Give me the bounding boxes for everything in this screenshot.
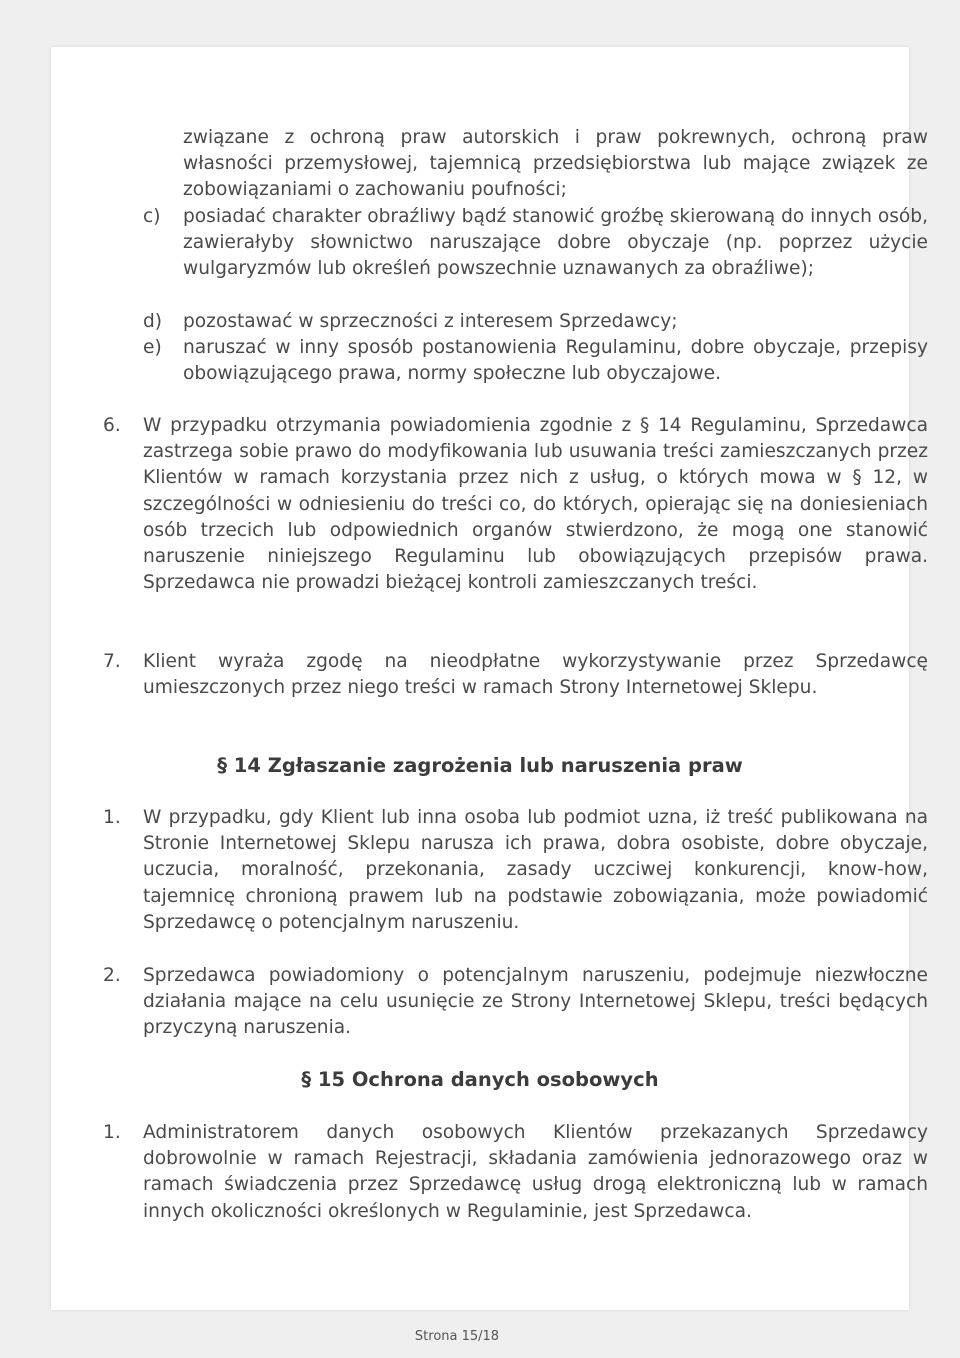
document-page bbox=[51, 47, 928, 1310]
list-item-text: Administratorem danych osobowych Klientów przekazanych Sprzedawcy dobrowolnie w ramach Rejestracji, składania zamówienia jednorazowego oraz w ramach świadczenia przez Sprzedawcę usług drogą elektroniczną lub w ramach innych okoliczności określonych w Regulaminie, jest Sprzedawca. bbox=[143, 1122, 928, 1222]
list-marker: d) bbox=[143, 311, 163, 332]
list-item-c bbox=[143, 204, 928, 283]
section-15-item-1 bbox=[103, 1120, 928, 1225]
list-marker: c) bbox=[143, 206, 161, 227]
list-marker: 1. bbox=[103, 1122, 121, 1143]
continuation-paragraph bbox=[183, 125, 928, 204]
list-item-text: W przypadku, gdy Klient lub inna osoba lub podmiot uzna, iż treść publikowana na Stronie Internetowej Sklepu narusza ich prawa, dobra osobiste, dobre obyczaje, uczucia, moralność, przekonania, zasady uczciwej konkurencji, know-how, tajemnicę chronioną prawem lub na podstawie zobowiązania, może powiadomić Sprzedawcę o potencjalnym naruszeniu. bbox=[143, 807, 928, 933]
list-item-text: naruszać w inny sposób postanowienia Regulaminu, dobre obyczaje, przepisy obowiązującego prawa, normy społeczne lub obyczajowe. bbox=[183, 337, 928, 385]
paragraph-text: związane z ochroną praw autorskich i praw pokrewnych, ochroną praw własności przemysłowej, tajemnicą przedsiębiorstwa lub mające związek ze zobowiązaniami o zachowaniu poufności; bbox=[183, 127, 928, 201]
list-item-d bbox=[143, 309, 928, 335]
page-content bbox=[51, 47, 928, 1310]
list-marker: 6. bbox=[103, 415, 121, 436]
list-marker: 7. bbox=[103, 651, 121, 672]
list-item-6 bbox=[103, 413, 928, 596]
list-item-text: pozostawać w sprzeczności z interesem Sprzedawcy; bbox=[183, 311, 678, 332]
section-14-item-1 bbox=[103, 805, 928, 936]
section-14-heading: § 14 Zgłaszanie zagrożenia lub naruszenia praw bbox=[217, 754, 743, 777]
section-15-heading: § 15 Ochrona danych osobowych bbox=[301, 1068, 659, 1091]
list-item-7 bbox=[103, 649, 928, 701]
list-item-text: W przypadku otrzymania powiadomienia zgodnie z § 14 Regulaminu, Sprzedawca zastrzega sobie prawo do modyfikowania lub usuwania treści zamieszczanych przez Klientów w ramach korzystania przez nich z usług, o których mowa w § 12, w szczególności w odniesieniu do treści co, do których, opierając się na doniesieniach osób trzecich lub odpowiednich organów stwierdzono, że mogą one stanowić naruszenie niniejszego Regulaminu lub obowiązujących przepisów prawa. Sprzedawca nie prowadzi bieżącej kontroli zamieszczanych treści. bbox=[143, 415, 928, 594]
list-item-text: Sprzedawca powiadomiony o potencjalnym naruszeniu, podejmuje niezwłoczne działania mające na celu usunięcie ze Strony Internetowej Sklepu, treści będących przyczyną naruszenia. bbox=[143, 965, 928, 1039]
list-marker: e) bbox=[143, 337, 162, 358]
list-marker: 1. bbox=[103, 807, 121, 828]
list-item-text: Klient wyraża zgodę na nieodpłatne wykorzystywanie przez Sprzedawcę umieszczonych przez niego treści w ramach Strony Internetowej Sklepu. bbox=[143, 651, 928, 699]
section-14-item-2 bbox=[103, 963, 928, 1042]
list-item-e bbox=[143, 335, 928, 387]
list-item-text: posiadać charakter obraźliwy bądź stanowić groźbę skierowaną do innych osób, zawierałyby słownictwo naruszające dobre obyczaje (np. poprzez użycie wulgaryzmów lub określeń powszechnie uznawanych za obraźliwe); bbox=[183, 206, 928, 280]
page-number-footer: Strona 15/18 bbox=[414, 1329, 500, 1344]
list-marker: 2. bbox=[103, 965, 121, 986]
